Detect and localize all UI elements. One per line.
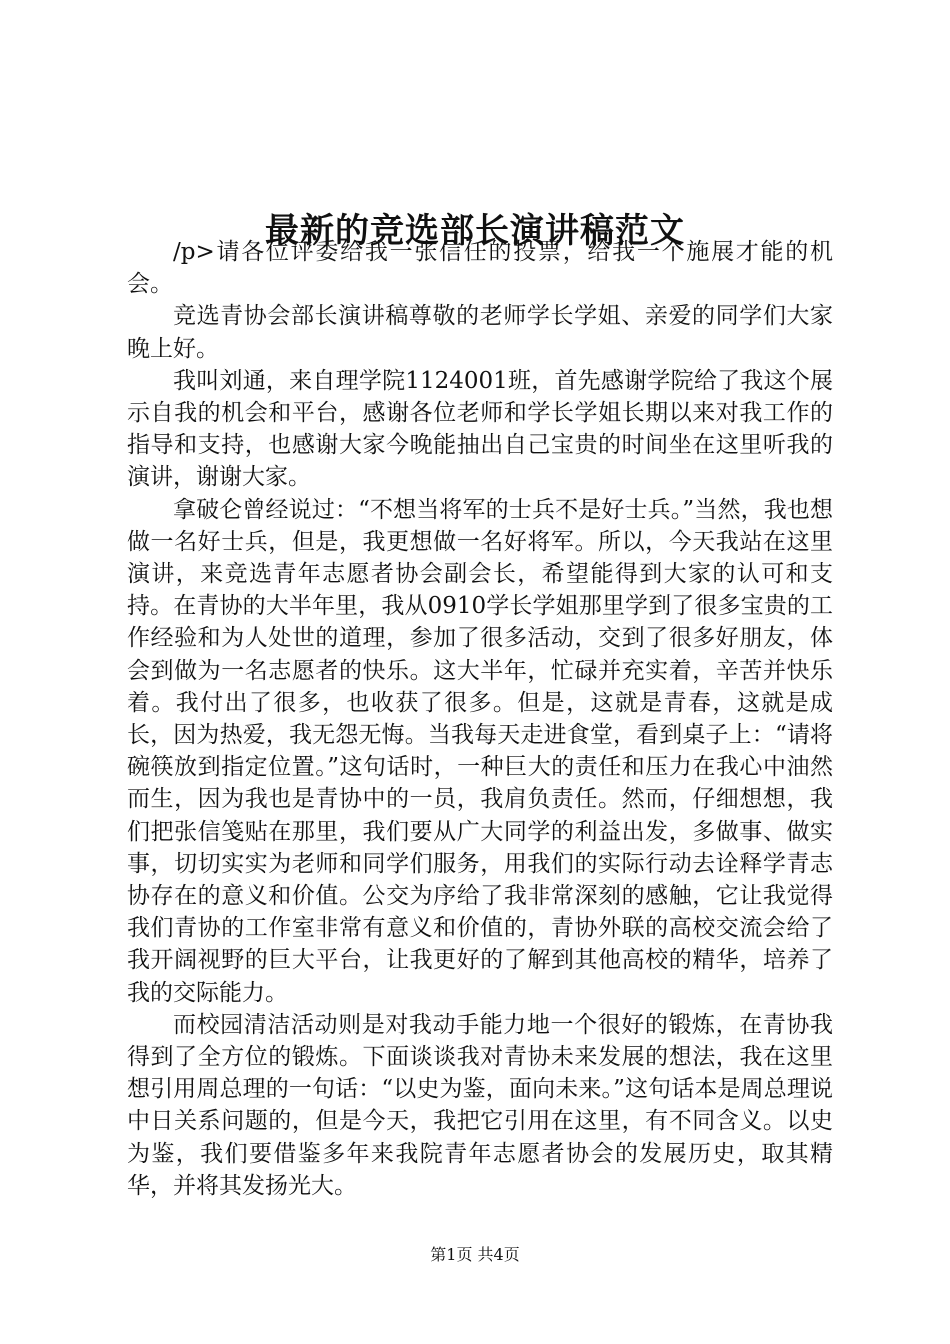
page-number-footer: 第1页 共4页: [430, 1245, 520, 1264]
paragraph-4: 拿破仑曾经说过：“不想当将军的士兵不是好士兵。”当然，我也想做一名好士兵，但是，我更想做一名好将军。所以，今天我站在这里演讲，来竞选青年志愿者协会副会长，希望能得到大家的认可和支持。在青协的大半年里，我从0910学长学姐那里学到了很多宝贵的工作经验和为人处世的道理，参加了很多活动，交到了很多好朋友，体会到做为一名志愿者的快乐。这大半年，忙碌并充实着，辛苦并快乐着。我付出了很多，也收获了很多。但是，这就是青春，这就是成长，因为热爱，我无怨无悔。当我每天走进食堂，看到桌子上：“请将碗筷放到指定位置。”这句话时，一种巨大的责任和压力在我心中油然而生，因为我也是青协中的一员，我肩负责任。然而，仔细想想，我们把张信笺贴在那里，我们要从广大同学的利益出发，多做事、做实事，切切实实为老师和同学们服务，用我们的实际行动去诠释学青志协存在的意义和价值。公交为序给了我非常深刻的感触，它让我觉得我们青协的工作室非常有意义和价值的，青协外联的高校交流会给了我开阔视野的巨大平台，让我更好的了解到其他高校的精华，培养了我的交际能力。: [127, 496, 833, 1006]
document-title: 最新的竞选部长演讲稿范文: [265, 210, 685, 251]
paragraph-5: 而校园清洁活动则是对我动手能力地一个很好的锻炼，在青协我得到了全方位的锻炼。下面谈谈我对青协未来发展的想法，我在这里想引用周总理的一句话：“以史为鉴，面向未来。”这句话本是周总理说中日关系问题的，但是今天，我把它引用在这里，有不同含义。以史为鉴，我们要借鉴多年来我院青年志愿者协会的发展历史，取其精华，并将其发扬光大。: [127, 1011, 833, 1199]
paragraph-1: /p>请各位评委给我一张信任的投票，给我一个施展才能的机会。: [127, 239, 833, 298]
document-body: [127, 236, 833, 1202]
paragraph-3: 我叫刘通，来自理学院1124001班，首先感谢学院给了我这个展示自我的机会和平台，感谢各位老师和学长学姐长期以来对我工作的指导和支持，也感谢大家今晚能抽出自己宝贵的时间坐在这里听我的演讲，谢谢大家。: [127, 367, 833, 491]
paragraph-2: 竞选青协会部长演讲稿尊敬的老师学长学姐、亲爱的同学们大家晚上好。: [127, 303, 833, 362]
